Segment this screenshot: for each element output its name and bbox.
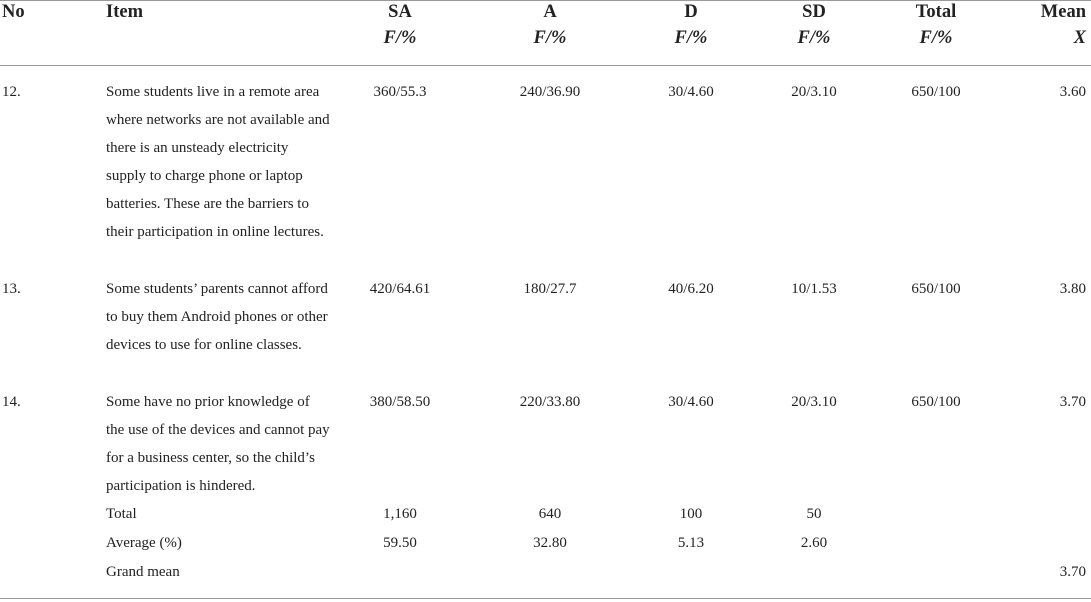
summary-average-sa: 59.50 <box>383 535 417 551</box>
summary-total-sa: 1,160 <box>383 506 417 522</box>
row-14-no: 14. <box>2 394 21 410</box>
header-total <box>896 0 976 51</box>
row-13-total: 650/100 <box>911 281 961 297</box>
summary-grand-mean-value: 3.70 <box>1059 564 1086 580</box>
row-13-mean: 3.80 <box>1059 281 1086 297</box>
row-12-sa: 360/55.3 <box>373 84 427 100</box>
header-mean-sub: X <box>1073 28 1086 48</box>
row-13-d: 40/6.20 <box>668 281 714 297</box>
header-total-sub: F/% <box>919 28 953 48</box>
summary-average-d: 5.13 <box>677 535 705 551</box>
row-12-a: 240/36.90 <box>519 84 581 100</box>
row-14-mean: 3.70 <box>1059 394 1086 410</box>
header-a-sub: F/% <box>533 28 567 48</box>
row-14-total: 650/100 <box>911 394 961 410</box>
summary-total-d: 100 <box>679 506 703 522</box>
summary-average-a: 32.80 <box>533 535 567 551</box>
summary-total-sd: 50 <box>806 506 822 522</box>
table-bottom-rule <box>0 598 1091 599</box>
row-14-d: 30/4.60 <box>668 394 714 410</box>
header-a-label: A <box>543 2 557 22</box>
header-mean <box>1000 0 1086 51</box>
row-13-no: 13. <box>2 281 21 297</box>
header-d-sub: F/% <box>674 28 708 48</box>
header-rule <box>0 65 1091 66</box>
row-13-a: 180/27.7 <box>523 281 577 297</box>
summary-total-label: Total <box>106 506 137 522</box>
header-no: No <box>2 2 25 22</box>
header-d-label: D <box>684 2 698 22</box>
header-sa-sub: F/% <box>383 28 417 48</box>
row-13-sd: 10/1.53 <box>791 281 837 297</box>
header-d <box>651 0 731 51</box>
header-sd-label: SD <box>802 2 826 22</box>
row-14-sd: 20/3.10 <box>791 394 837 410</box>
summary-average-label: Average (%) <box>106 535 182 551</box>
summary-total-a: 640 <box>538 506 562 522</box>
header-sa-label: SA <box>388 2 412 22</box>
header-total-label: Total <box>915 2 957 22</box>
summary-average-sd: 2.60 <box>800 535 828 551</box>
header-mean-label: Mean <box>1040 2 1086 22</box>
row-12-total: 650/100 <box>911 84 961 100</box>
header-sd-sub: F/% <box>797 28 831 48</box>
header-sa <box>360 0 440 51</box>
row-14-sa: 380/58.50 <box>369 394 431 410</box>
row-13-sa: 420/64.61 <box>369 281 431 297</box>
row-12-sd: 20/3.10 <box>791 84 837 100</box>
header-a <box>510 0 590 51</box>
summary-grand-mean-label: Grand mean <box>106 564 180 580</box>
row-13-item: Some students’ parents cannot afford to buy them Android phones or other devices to use for online classes. <box>106 281 328 353</box>
header-item: Item <box>106 2 143 22</box>
row-12-item: Some students live in a remote area where networks are not available and there is an unsteady electricity supply to charge phone or laptop batteries. These are the barriers to their participation in online lectures. <box>106 84 330 240</box>
header-sd <box>774 0 854 51</box>
row-12-mean: 3.60 <box>1059 84 1086 100</box>
row-12-no: 12. <box>2 84 21 100</box>
row-14-item: Some have no prior knowledge of the use of the devices and cannot pay for a business center, so the child’s participation is hindered. <box>106 394 330 494</box>
row-12-d: 30/4.60 <box>668 84 714 100</box>
row-14-a: 220/33.80 <box>519 394 581 410</box>
